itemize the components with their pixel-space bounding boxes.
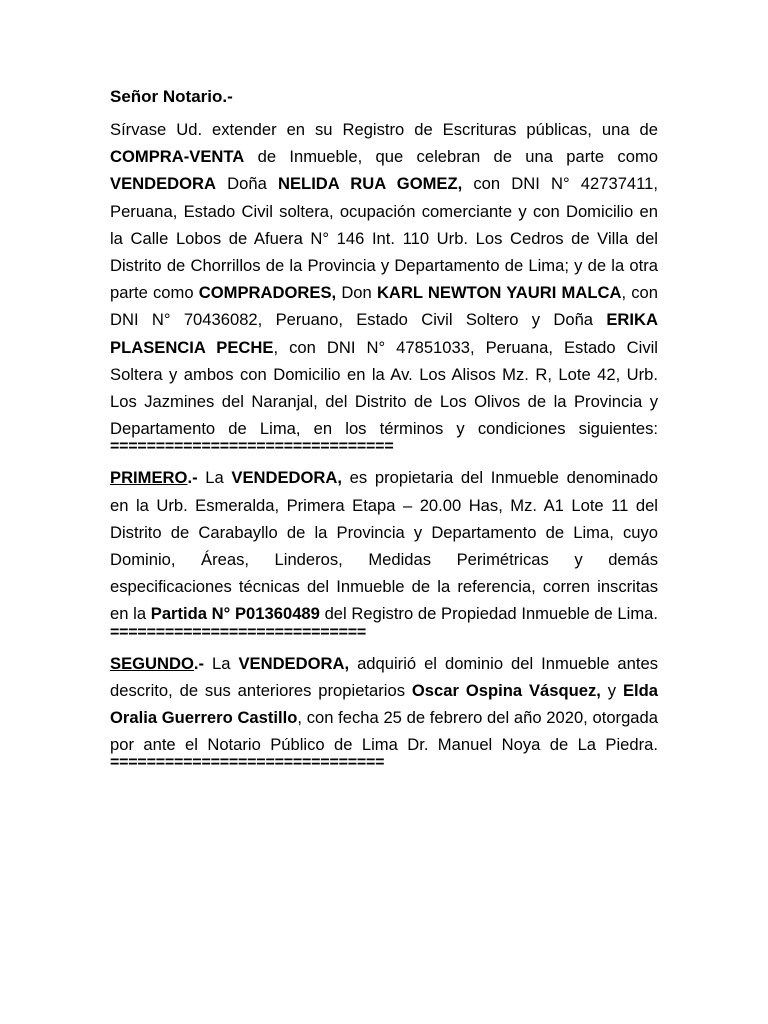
intro-text-4: con DNI N° 42737411, Peruana, Estado Civil soltera, ocupación comerciante y con Domicilio en la Calle Lobos de Afuera N° 146 Int. 110 Urb. Los Cedros de Villa del Distrito de Chorrillos de la Provincia y Departamento de Lima; y de la otra parte como: [110, 174, 658, 303]
separator-line-1: ===============================: [110, 438, 394, 456]
segundo-seller-label: VENDEDORA,: [238, 653, 350, 673]
primero-text-1: La: [205, 468, 232, 488]
primero-seller-label: VENDEDORA,: [231, 468, 343, 488]
clause-primero-dash: .-: [187, 468, 206, 488]
clause-primero: [110, 464, 658, 627]
seller-label: VENDEDORA: [110, 174, 217, 194]
seller-name: NELIDA RUA GOMEZ,: [278, 174, 463, 194]
clause-segundo-dash: .-: [193, 653, 213, 673]
buyer-2-name: ERIKA PLASENCIA PECHE: [110, 310, 658, 357]
document-title: Señor Notario.-: [110, 87, 233, 106]
document-page: [110, 84, 658, 780]
previous-owner-2: Elda Oralia Guerrero Castillo: [110, 680, 658, 728]
registry-partida: Partida N° P01360489: [150, 604, 320, 624]
segundo-text-1: La: [212, 653, 239, 673]
previous-owner-1: Oscar Ospina Vásquez,: [411, 680, 601, 700]
clause-primero-heading: PRIMERO: [110, 468, 188, 488]
buyer-1-name: KARL NEWTON YAURI MALCA: [376, 283, 622, 303]
segundo-text-2: adquirió el dominio del Inmueble antes descrito, de sus anteriores propietarios: [110, 653, 658, 700]
intro-text-7: , con DNI N° 47851033, Peruana, Estado Civil Soltera y ambos con Domicilio en la Av. Los Alisos Mz. R, Lote 42, Urb. Los Jazmines del Naranjal, del Distrito de Los Olivos de la Provincia y Departamento de Lima, en los términos y condiciones siguientes:: [110, 337, 658, 439]
separator-line-3: ==============================: [110, 754, 385, 772]
contract-type: COMPRA-VENTA: [110, 147, 245, 167]
buyers-label: COMPRADORES,: [198, 283, 337, 303]
clause-segundo-heading: SEGUNDO: [110, 653, 194, 673]
clause-segundo: [110, 650, 658, 759]
intro-paragraph: [110, 116, 658, 442]
intro-text-5: Don: [336, 283, 377, 303]
primero-text-2: es propietaria del Inmueble denominado en la Urb. Esmeralda, Primera Etapa – 20.00 Has, Mz. A1 Lote 11 del Distrito de Carabayllo de la Provincia y Departamento de Lima, cuyo Dominio, Áreas, Linderos, Medidas Perimétricas y demás especificaciones técnicas del Inmueble de la referencia, corren inscritas en la: [110, 468, 658, 624]
segundo-text-4: , con fecha 25 de febrero del año 2020, otorgada por ante el Notario Público de Lima Dr. Manuel Noya de La Piedra.: [110, 708, 658, 755]
intro-text-2: de Inmueble, que celebran de una parte como: [244, 147, 658, 167]
intro-text-1: Sírvase Ud. extender en su Registro de Escrituras públicas, una de: [110, 120, 658, 139]
segundo-text-3: y: [600, 680, 623, 700]
intro-text-3: Doña: [216, 174, 278, 194]
separator-line-2: ============================: [110, 623, 367, 641]
primero-text-3: del Registro de Propiedad Inmueble de Lima.: [319, 604, 658, 624]
intro-text-6: , con DNI N° 70436082, Peruano, Estado Civil Soltero y Doña: [110, 283, 658, 330]
